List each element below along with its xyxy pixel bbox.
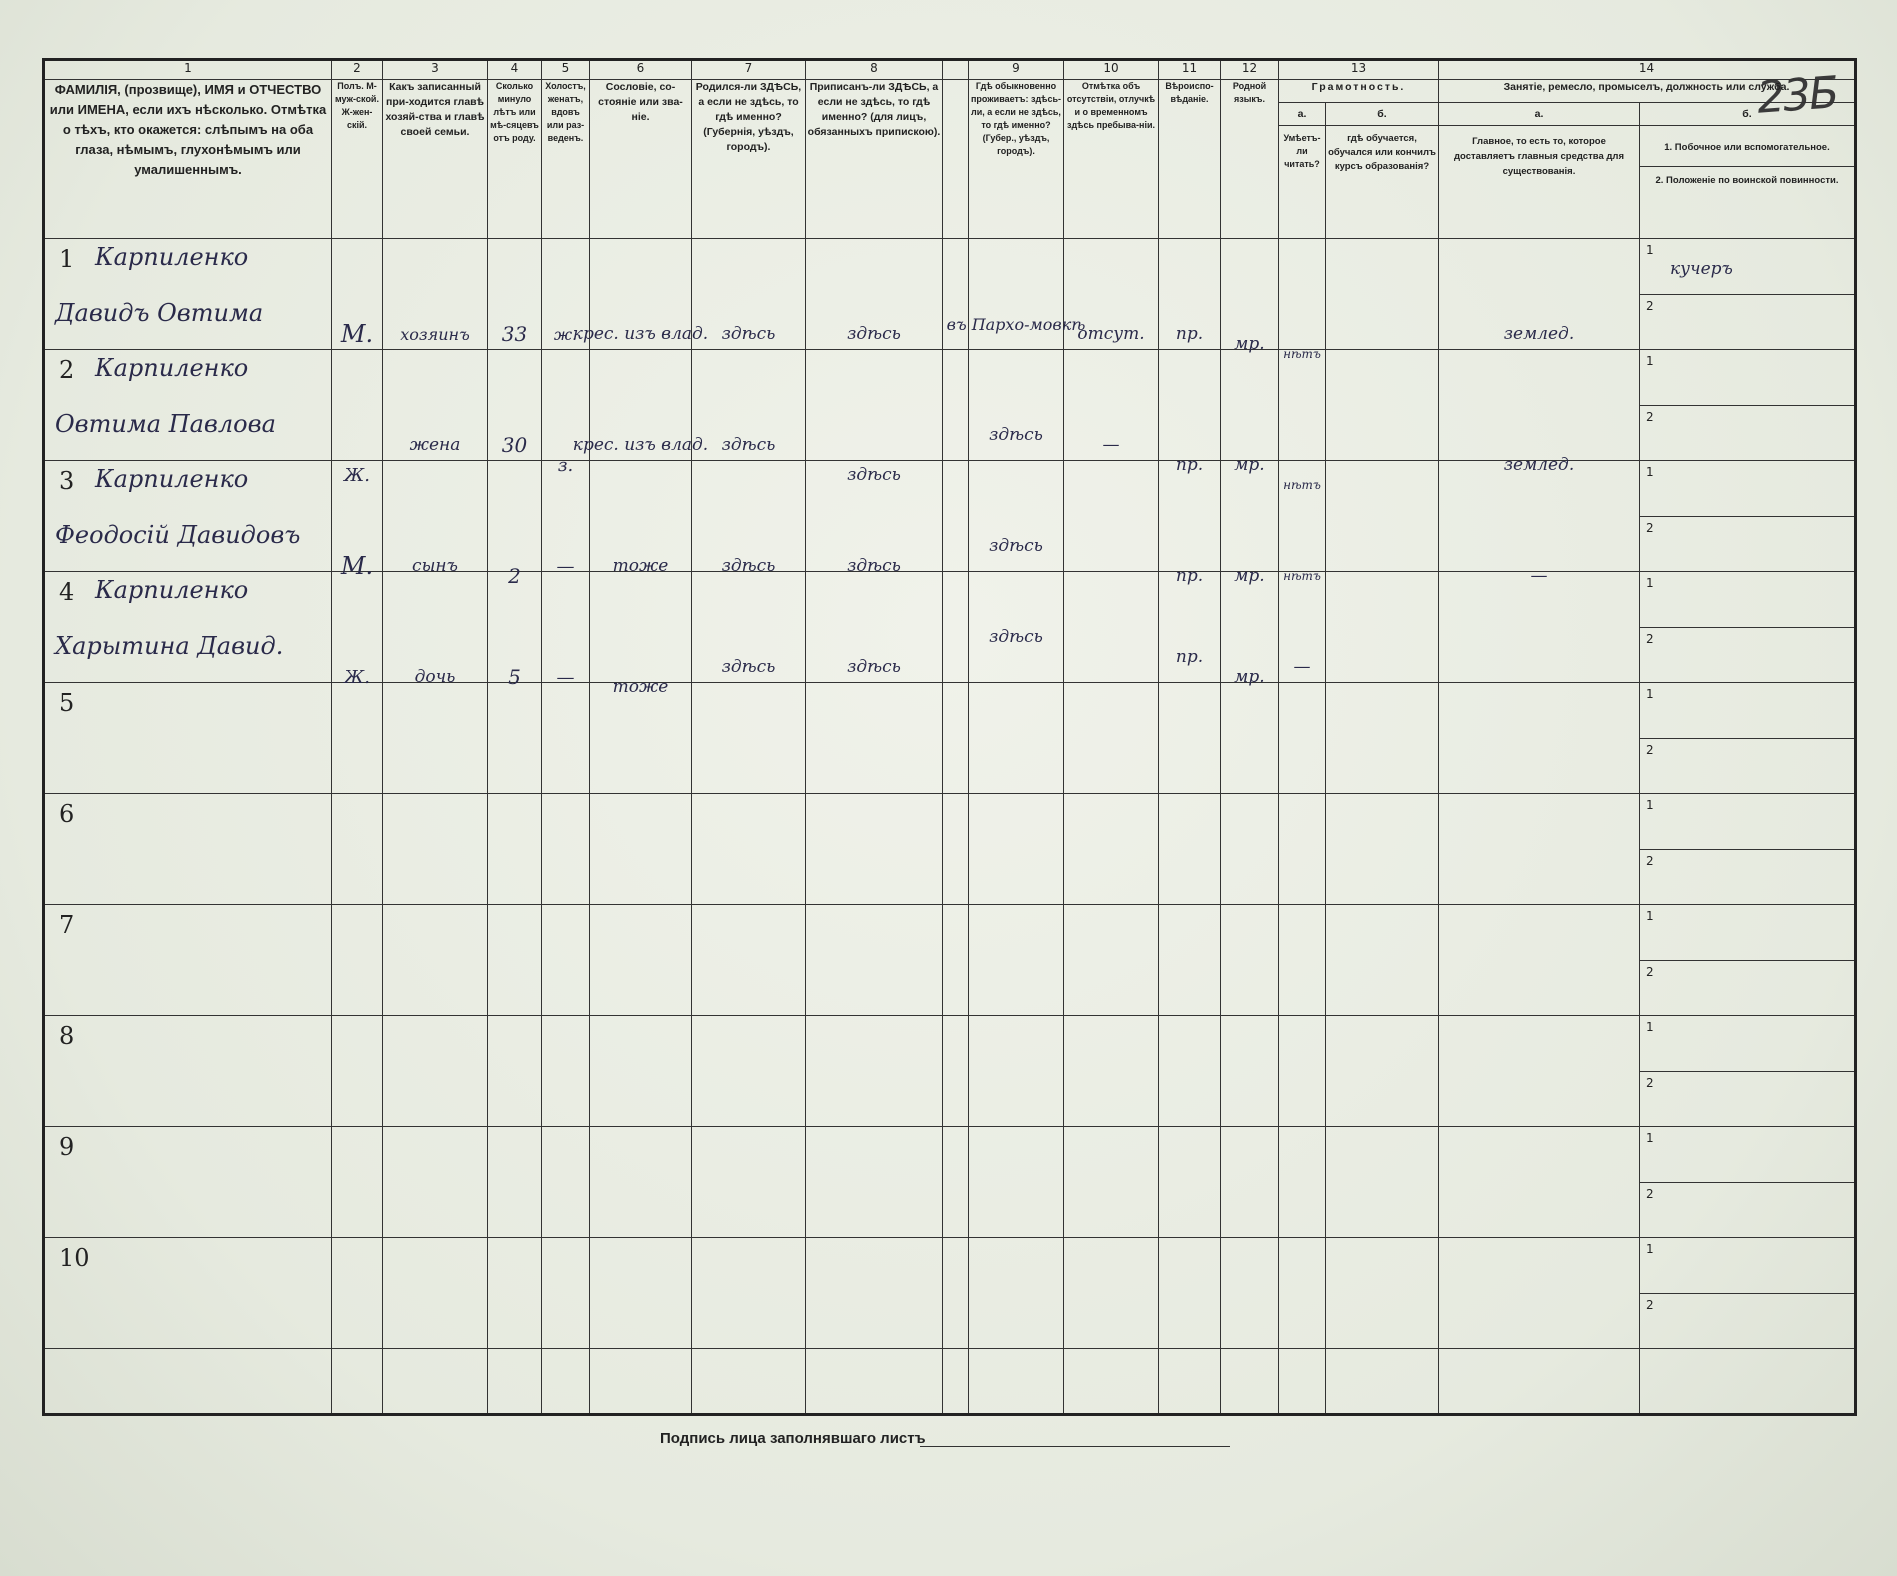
spacer-cell: [943, 572, 969, 683]
absence-cell: [1064, 461, 1159, 572]
occupation-side-cell: 1 2: [1640, 794, 1856, 905]
occupation-main-cell: землед.: [1439, 239, 1640, 350]
occupation-side-cell: 1 2: [1640, 572, 1856, 683]
language-cell: мр.: [1221, 572, 1279, 683]
name-cell: [44, 1238, 332, 1349]
name-cell: [44, 1016, 332, 1127]
header-sex: Полъ. М-муж-ской. Ж-жен-скій.: [332, 80, 383, 239]
marital-cell: —: [542, 461, 590, 572]
literacy-cell: нѣтъ: [1279, 239, 1326, 350]
school-cell: [1326, 239, 1439, 350]
header-row: [44, 80, 1856, 103]
school-cell: [1326, 350, 1439, 461]
school-cell: [1326, 572, 1439, 683]
header-age: Сколько минуло лѣтъ или мѣ-сяцевъ отъ роду.: [488, 80, 542, 239]
row-number: 8: [59, 1022, 75, 1050]
given-name: Феодосій Давидовъ: [55, 521, 301, 549]
row-number: 10: [59, 1244, 90, 1272]
surname: Карпиленко: [95, 243, 249, 271]
row-number: 7: [59, 911, 75, 939]
column-number-row: [44, 60, 1856, 80]
col-spacer: [943, 60, 969, 80]
col-number: 11: [1159, 60, 1221, 80]
language-cell: мр.: [1221, 239, 1279, 350]
marital-cell: ж.: [542, 239, 590, 350]
header-name: ФАМИЛІЯ, (прозвище), ИМЯ и ОТЧЕСТВО или ИМЕНА, если ихъ нѣсколько. Отмѣтка о тѣхъ, кто окажется: слѣпымъ на оба глаза, нѣмымъ, глухонѣмымъ или умалишеннымъ.: [44, 80, 332, 239]
marital-cell: з.: [542, 350, 590, 461]
empty-row: [44, 905, 1856, 1016]
literacy-cell: нѣтъ: [1279, 461, 1326, 572]
col-number: 6: [590, 60, 692, 80]
header-residence: Гдѣ обыкновенно проживаетъ: здѣсь-ли, а если не здѣсь, то гдѣ именно? (Губер., уѣздъ, городъ).: [969, 80, 1064, 239]
empty-row: [44, 1238, 1856, 1349]
empty-row: [44, 1127, 1856, 1238]
residence-cell: здѣсь: [969, 572, 1064, 683]
occupation-side-cell: 1 кучеръ 2: [1640, 239, 1856, 350]
header-language: Родной языкъ.: [1221, 80, 1279, 239]
name-cell: [44, 572, 332, 683]
header-religion: Вѣроиспо-вѣданіе.: [1159, 80, 1221, 239]
name-cell: [44, 461, 332, 572]
col-number: 4: [488, 60, 542, 80]
sex-cell: Ж.: [332, 572, 383, 683]
surname: Карпиленко: [95, 465, 249, 493]
surname: Карпиленко: [95, 576, 249, 604]
birthplace-cell: здѣсь: [692, 572, 806, 683]
occupation-side-cell: 1 2: [1640, 461, 1856, 572]
estate-cell: тоже: [590, 461, 692, 572]
header-birthplace: Родился-ли ЗДѢСЬ, а если не здѣсь, то гдѣ именно? (Губернія, уѣздъ, городъ).: [692, 80, 806, 239]
header-literacy: Грамотность.: [1279, 80, 1439, 103]
header-relation: Какъ записанный при-ходится главѣ хозяй-ства и главѣ своей семьи.: [383, 80, 488, 239]
header-marital: Холостъ, женатъ, вдовъ или раз-веденъ.: [542, 80, 590, 239]
header-occupation-b: [1640, 103, 1856, 239]
absence-cell: [1064, 572, 1159, 683]
col-number: 2: [332, 60, 383, 80]
occupation-side-cell: 1 2: [1640, 1016, 1856, 1127]
religion-cell: пр.: [1159, 239, 1221, 350]
sex-cell: М.: [332, 461, 383, 572]
registered-cell: здѣсь: [806, 461, 943, 572]
marital-cell: —: [542, 572, 590, 683]
occupation-side-cell: 1 2: [1640, 683, 1856, 794]
occupation-main-cell: [1439, 572, 1640, 683]
col-number: 12: [1221, 60, 1279, 80]
occupation-side-cell: 1 2: [1640, 350, 1856, 461]
estate-cell: тоже: [590, 572, 692, 683]
sub-text: гдѣ обучается, обучался или кончилъ курсъ образованія?: [1328, 133, 1436, 173]
col-number: 7: [692, 60, 806, 80]
row-number: 5: [59, 689, 75, 717]
header-registered: Приписанъ-ли ЗДѢСЬ, а если не здѣсь, то гдѣ именно? (для лицъ, обязанныхъ припискою).: [806, 80, 943, 239]
relation-cell: дочь: [383, 572, 488, 683]
residence-cell: въ Пархо-мовкѣ: [969, 239, 1064, 350]
occupation-side-cell: 1 2: [1640, 1127, 1856, 1238]
person-row: [44, 461, 1856, 572]
header-spacer: [943, 80, 969, 239]
trailing-row: [44, 1349, 1856, 1415]
empty-row: [44, 683, 1856, 794]
name-cell: [44, 905, 332, 1016]
language-cell: мр.: [1221, 350, 1279, 461]
sub-text: Главное, то есть то, которое доставляетъ главныя средства для существованія.: [1454, 136, 1624, 178]
col-number: 14: [1439, 60, 1856, 80]
name-cell: [44, 350, 332, 461]
surname: Карпиленко: [95, 354, 249, 382]
literacy-cell: нѣтъ: [1279, 350, 1326, 461]
name-cell: [44, 1127, 332, 1238]
relation-cell: сынъ: [383, 461, 488, 572]
col-number: 13: [1279, 60, 1439, 80]
registered-cell: здѣсь: [806, 239, 943, 350]
birthplace-cell: здѣсь: [692, 350, 806, 461]
census-form-table: [42, 58, 1857, 1416]
absence-cell: —: [1064, 350, 1159, 461]
school-cell: [1326, 461, 1439, 572]
row-number: 6: [59, 800, 75, 828]
sub-label: б.: [1326, 103, 1438, 126]
birthplace-cell: здѣсь: [692, 461, 806, 572]
sub-label: а.: [1279, 103, 1325, 126]
registered-cell: здѣсь: [806, 350, 943, 461]
name-cell: [44, 683, 332, 794]
name-cell: [44, 794, 332, 905]
header-absence: Отмѣтка объ отсутствіи, отлучкѣ и о временномъ здѣсь пребыва-ніи.: [1064, 80, 1159, 239]
sub-label: б.: [1640, 103, 1854, 126]
row-number: 2: [59, 356, 75, 384]
col-number: 3: [383, 60, 488, 80]
absence-cell: отсут.: [1064, 239, 1159, 350]
occupation-side-cell: 1 2: [1640, 905, 1856, 1016]
person-row: [44, 572, 1856, 683]
religion-cell: пр.: [1159, 572, 1221, 683]
header-occupation: Занятіе, ремесло, промыселъ, должность или служба.: [1439, 80, 1856, 103]
residence-cell: здѣсь: [969, 350, 1064, 461]
religion-cell: пр.: [1159, 461, 1221, 572]
col-number: 8: [806, 60, 943, 80]
sub-label: а.: [1439, 103, 1639, 126]
spacer-cell: [943, 461, 969, 572]
age-cell: 5: [488, 572, 542, 683]
col-number: 9: [969, 60, 1064, 80]
row-number: 4: [59, 578, 75, 606]
header-literacy-b: [1326, 103, 1439, 239]
registered-cell: здѣсь: [806, 572, 943, 683]
signature-label: Подпись лица заполнявшаго листъ: [660, 1430, 926, 1447]
spacer-cell: [943, 350, 969, 461]
occupation-side-cell: 1 2: [1640, 1238, 1856, 1349]
name-cell: [44, 239, 332, 350]
sex-cell: Ж.: [332, 350, 383, 461]
header-occupation-a: [1439, 103, 1640, 239]
literacy-cell: —: [1279, 572, 1326, 683]
archive-folio-number: 23Б: [1755, 67, 1839, 124]
given-name: Харытина Давид.: [55, 632, 284, 660]
age-cell: 30: [488, 350, 542, 461]
col-number: 10: [1064, 60, 1159, 80]
row-number: 9: [59, 1133, 75, 1161]
header-literacy-a: [1279, 103, 1326, 239]
given-name: Давидъ Овтима: [55, 299, 264, 327]
person-row: [44, 350, 1856, 461]
residence-cell: здѣсь: [969, 461, 1064, 572]
person-row: [44, 239, 1856, 350]
row-number: 1: [59, 245, 75, 273]
relation-cell: жена: [383, 350, 488, 461]
relation-cell: хозяинъ: [383, 239, 488, 350]
age-cell: 2: [488, 461, 542, 572]
sub-text: 1. Побочное или вспомогательное.: [1640, 126, 1854, 167]
occupation-main-cell: —: [1439, 461, 1640, 572]
sub-text: 2. Положеніе по воинской повинности.: [1655, 175, 1839, 187]
language-cell: мр.: [1221, 461, 1279, 572]
empty-row: [44, 794, 1856, 905]
col-number: 5: [542, 60, 590, 80]
age-cell: 33: [488, 239, 542, 350]
signature-line: [920, 1446, 1230, 1447]
sub-text: Умѣетъ-ли читать?: [1283, 133, 1321, 170]
sex-cell: М.: [332, 239, 383, 350]
birthplace-cell: здѣсь: [692, 239, 806, 350]
religion-cell: пр.: [1159, 350, 1221, 461]
estate-cell: крес. изъ влад.: [590, 350, 692, 461]
header-estate: Сословіе, со-стояніе или зва-ніе.: [590, 80, 692, 239]
estate-cell: крес. изъ влад.: [590, 239, 692, 350]
col-number: 1: [44, 60, 332, 80]
given-name: Овтима Павлова: [55, 410, 276, 438]
row-number: 3: [59, 467, 75, 495]
empty-row: [44, 1016, 1856, 1127]
occupation-main-cell: землед.: [1439, 350, 1640, 461]
